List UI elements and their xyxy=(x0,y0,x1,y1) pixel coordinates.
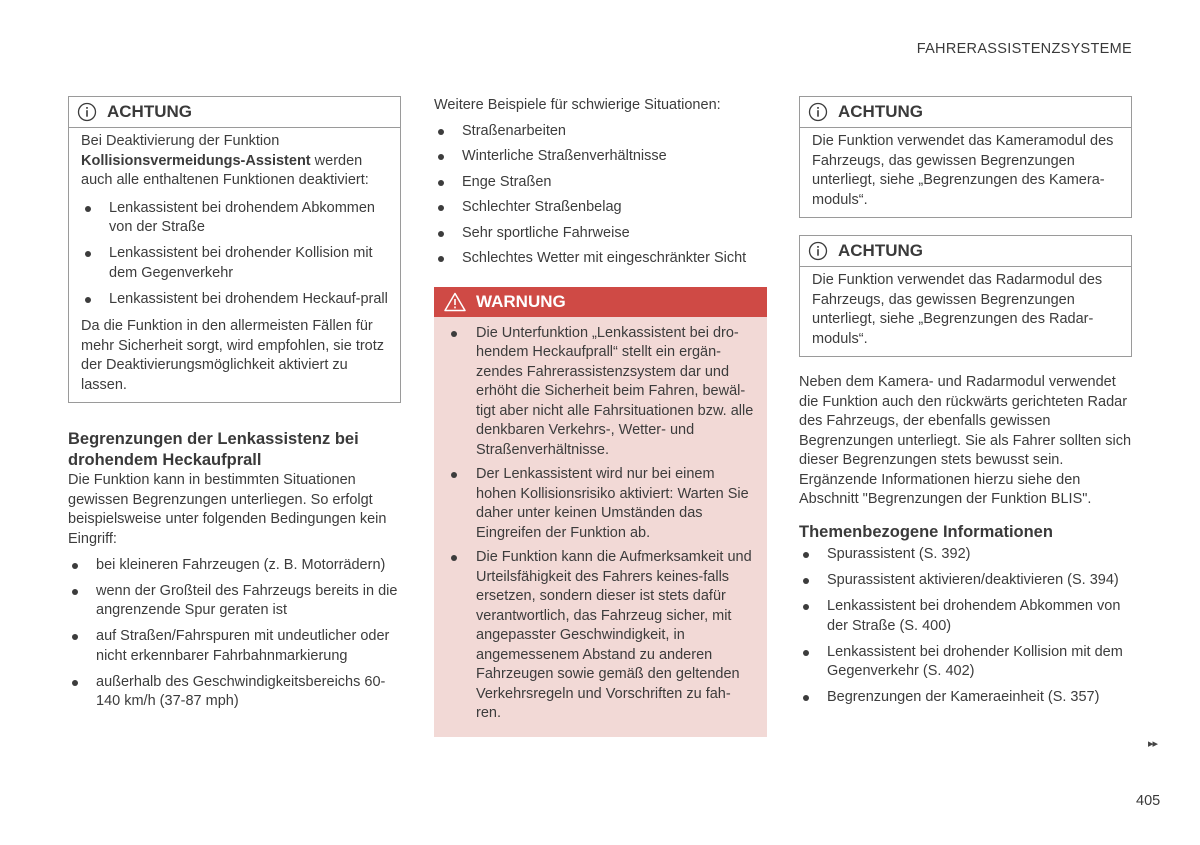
continue-arrows-icon: ▸▸ xyxy=(1148,738,1158,750)
list-item: Der Lenkassistent wird nur bei einem hohen Kollisionsrisiko aktiviert: Warten Sie daher unter keinen Umständen das Eingreifen der Funktion ab. xyxy=(446,465,755,543)
running-header: FAHRERASSISTENZSYSTEME xyxy=(916,41,1132,57)
warnung-list xyxy=(446,324,755,724)
achtung-box-camera xyxy=(799,96,1132,218)
info-icon xyxy=(808,241,828,261)
related-link[interactable]: Lenkassistent bei drohender Kollision mit dem Gegenverkehr (S. 402) xyxy=(799,643,1132,682)
achtung-list xyxy=(81,199,388,310)
list-item: Sehr sportliche Fahrweise xyxy=(434,224,767,244)
info-icon xyxy=(77,102,97,122)
warnung-box xyxy=(434,287,767,737)
examples-intro: Weitere Beispiele für schwierige Situationen: xyxy=(434,97,721,113)
list-item: Lenkassistent bei drohender Kollision mit dem Gegenverkehr xyxy=(81,244,388,283)
related-link[interactable]: Lenkassistent bei drohendem Abkommen von der Straße (S. 400) xyxy=(799,597,1132,636)
page-number: 405 xyxy=(1136,793,1161,809)
achtung-text: Die Funktion verwendet das Kameramodul des Fahrzeugs, das gewissen Begrenzungen unterliegt, siehe „Begrenzungen des Kamera-moduls“. xyxy=(812,133,1114,208)
achtung-box-radar xyxy=(799,235,1132,357)
achtung-header xyxy=(800,97,1131,128)
related-link[interactable]: Spurassistent aktivieren/deaktivieren (S. 394) xyxy=(799,571,1132,591)
list-item: auf Straßen/Fahrspuren mit undeutlicher oder nicht erkennbarer Fahrbahnmarkierung xyxy=(68,627,401,666)
list-item: wenn der Großteil des Fahrzeugs bereits in die angrenzende Spur geraten ist xyxy=(68,582,401,621)
achtung-box xyxy=(68,96,401,403)
list-item: außerhalb des Geschwindigkeitsbereichs 60-140 km/h (37-87 mph) xyxy=(68,673,401,712)
section-heading: Begrenzungen der Lenkassistenz bei drohendem Heckaufprall xyxy=(68,430,359,469)
list-item: Enge Straßen xyxy=(434,173,767,193)
list-item: Lenkassistent bei drohendem Heckauf-prall xyxy=(81,290,388,310)
column-right xyxy=(799,96,1132,708)
list-item: bei kleineren Fahrzeugen (z. B. Motorrädern) xyxy=(68,556,401,576)
list-item: Straßenarbeiten xyxy=(434,122,767,142)
section-text: Die Funktion kann in bestimmten Situationen gewissen Begrenzungen unterliegen. So erfolgt beispielsweise unter folgenden Bedingungen kein Eingriff: xyxy=(68,472,387,547)
achtung-header xyxy=(800,236,1131,267)
warnung-title: WARNUNG xyxy=(476,291,566,311)
radar-paragraph: Neben dem Kamera- und Radarmodul verwendet die Funktion auch den rückwärts gerichteten Radar des Fahrzeugs, der ebenfalls gewissen Begrenzungen unterliegt. Sie als Fahrer sollten sich dieser Begrenzungen stets bewusst sein. Ergänzende Informationen hierzu siehe den Abschnitt "Begrenzungen der Funktion BLIS". xyxy=(799,374,1132,507)
list-item: Die Funktion kann die Aufmerksamkeit und Urteilsfähigkeit des Fahrers keines-falls ersetzen, sondern dieser ist stets dafür verantwortlich, das Fahrzeug sicher, mit angepasster Geschwindigkeit, in angemessenem Abstand zu anderen Fahrzeugen sowie gemäß den geltenden Verkehrsregeln und Vorschriften zu fah-ren. xyxy=(446,548,755,724)
achtung-header xyxy=(69,97,400,128)
list-item: Schlechter Straßenbelag xyxy=(434,198,767,218)
section-list xyxy=(68,556,401,712)
warning-triangle-icon xyxy=(444,292,466,312)
list-item: Schlechtes Wetter mit eingeschränkter Sicht xyxy=(434,249,767,269)
achtung-text: Die Funktion verwendet das Radarmodul des Fahrzeugs, das gewissen Begrenzungen unterliegt, siehe „Begrenzungen des Radar-moduls“. xyxy=(812,272,1103,347)
column-left xyxy=(68,96,401,712)
column-middle xyxy=(434,96,767,737)
related-link[interactable]: Spurassistent (S. 392) xyxy=(799,545,1132,565)
achtung-outro: Da die Funktion in den allermeisten Fällen für mehr Sicherheit sorgt, wird empfohlen, sie trotz der Deaktivierungsmöglichkeit aktiviert zu lassen. xyxy=(81,318,385,393)
achtung-intro xyxy=(81,132,388,191)
list-item: Die Unterfunktion „Lenkassistent bei dro-hendem Heckaufprall“ stellt ein ergän-zendes Fahrerassistenzsystem dar und erhöht die Sicherheit beim Fahren, bewäl-tigt aber nicht alle Fahrsituationen bzw. alle denkbaren Verkehrs-, Wetter- und Straßenverhältnisse. xyxy=(446,324,755,461)
achtung-title: ACHTUNG xyxy=(838,241,923,261)
related-list xyxy=(799,545,1132,708)
achtung-title: ACHTUNG xyxy=(107,102,192,122)
achtung-intro-bold: Kollisionsvermeidungs-Assistent xyxy=(81,152,311,169)
achtung-intro-post: werden auch alle enthaltenen Funktionen deaktiviert: xyxy=(81,152,369,188)
achtung-title: ACHTUNG xyxy=(838,102,923,122)
list-item: Winterliche Straßenverhältnisse xyxy=(434,147,767,167)
examples-list xyxy=(434,122,767,269)
info-icon xyxy=(808,102,828,122)
achtung-intro-pre: Bei Deaktivierung der Funktion xyxy=(81,133,280,149)
warnung-header xyxy=(434,287,767,317)
related-link[interactable]: Begrenzungen der Kameraeinheit (S. 357) xyxy=(799,688,1132,708)
related-heading: Themenbezogene Informationen xyxy=(799,522,1053,541)
list-item: Lenkassistent bei drohendem Abkommen von der Straße xyxy=(81,199,388,238)
